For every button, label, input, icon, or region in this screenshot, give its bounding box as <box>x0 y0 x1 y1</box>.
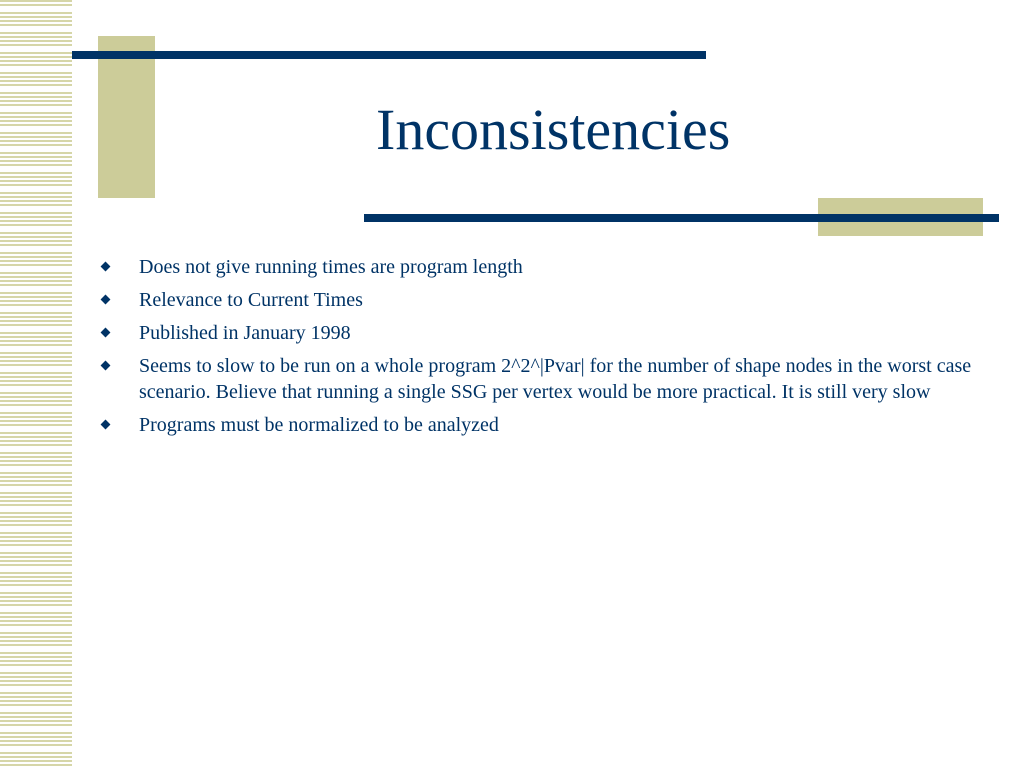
bullet-item <box>100 412 980 438</box>
accent-block-left <box>98 36 155 198</box>
diamond-bullet-icon <box>101 361 111 371</box>
title-rule-top <box>72 51 706 59</box>
diamond-bullet-icon <box>101 262 111 272</box>
diamond-bullet-icon <box>101 328 111 338</box>
bullet-item <box>100 287 980 313</box>
bullet-text: Does not give running times are program length <box>139 256 523 278</box>
diamond-bullet-icon <box>101 295 111 305</box>
bullet-item <box>100 353 980 405</box>
diamond-bullet-icon <box>101 420 111 430</box>
bullet-text: Programs must be normalized to be analyzed <box>139 414 499 436</box>
slide-title: Inconsistencies <box>376 97 731 162</box>
bullet-text: Relevance to Current Times <box>139 289 363 311</box>
bullet-item <box>100 320 980 346</box>
bullet-list <box>100 254 980 445</box>
bullet-text: Seems to slow to be run on a whole program 2^2^|Pvar| for the number of shape nodes in the worst case scenario. Believe that running a single SSG per vertex would be more practical. It is still very slow <box>139 355 972 403</box>
title-rule-bottom <box>364 214 999 222</box>
bullet-text: Published in January 1998 <box>139 322 351 344</box>
decorative-stripes <box>0 0 72 768</box>
bullet-item <box>100 254 980 280</box>
